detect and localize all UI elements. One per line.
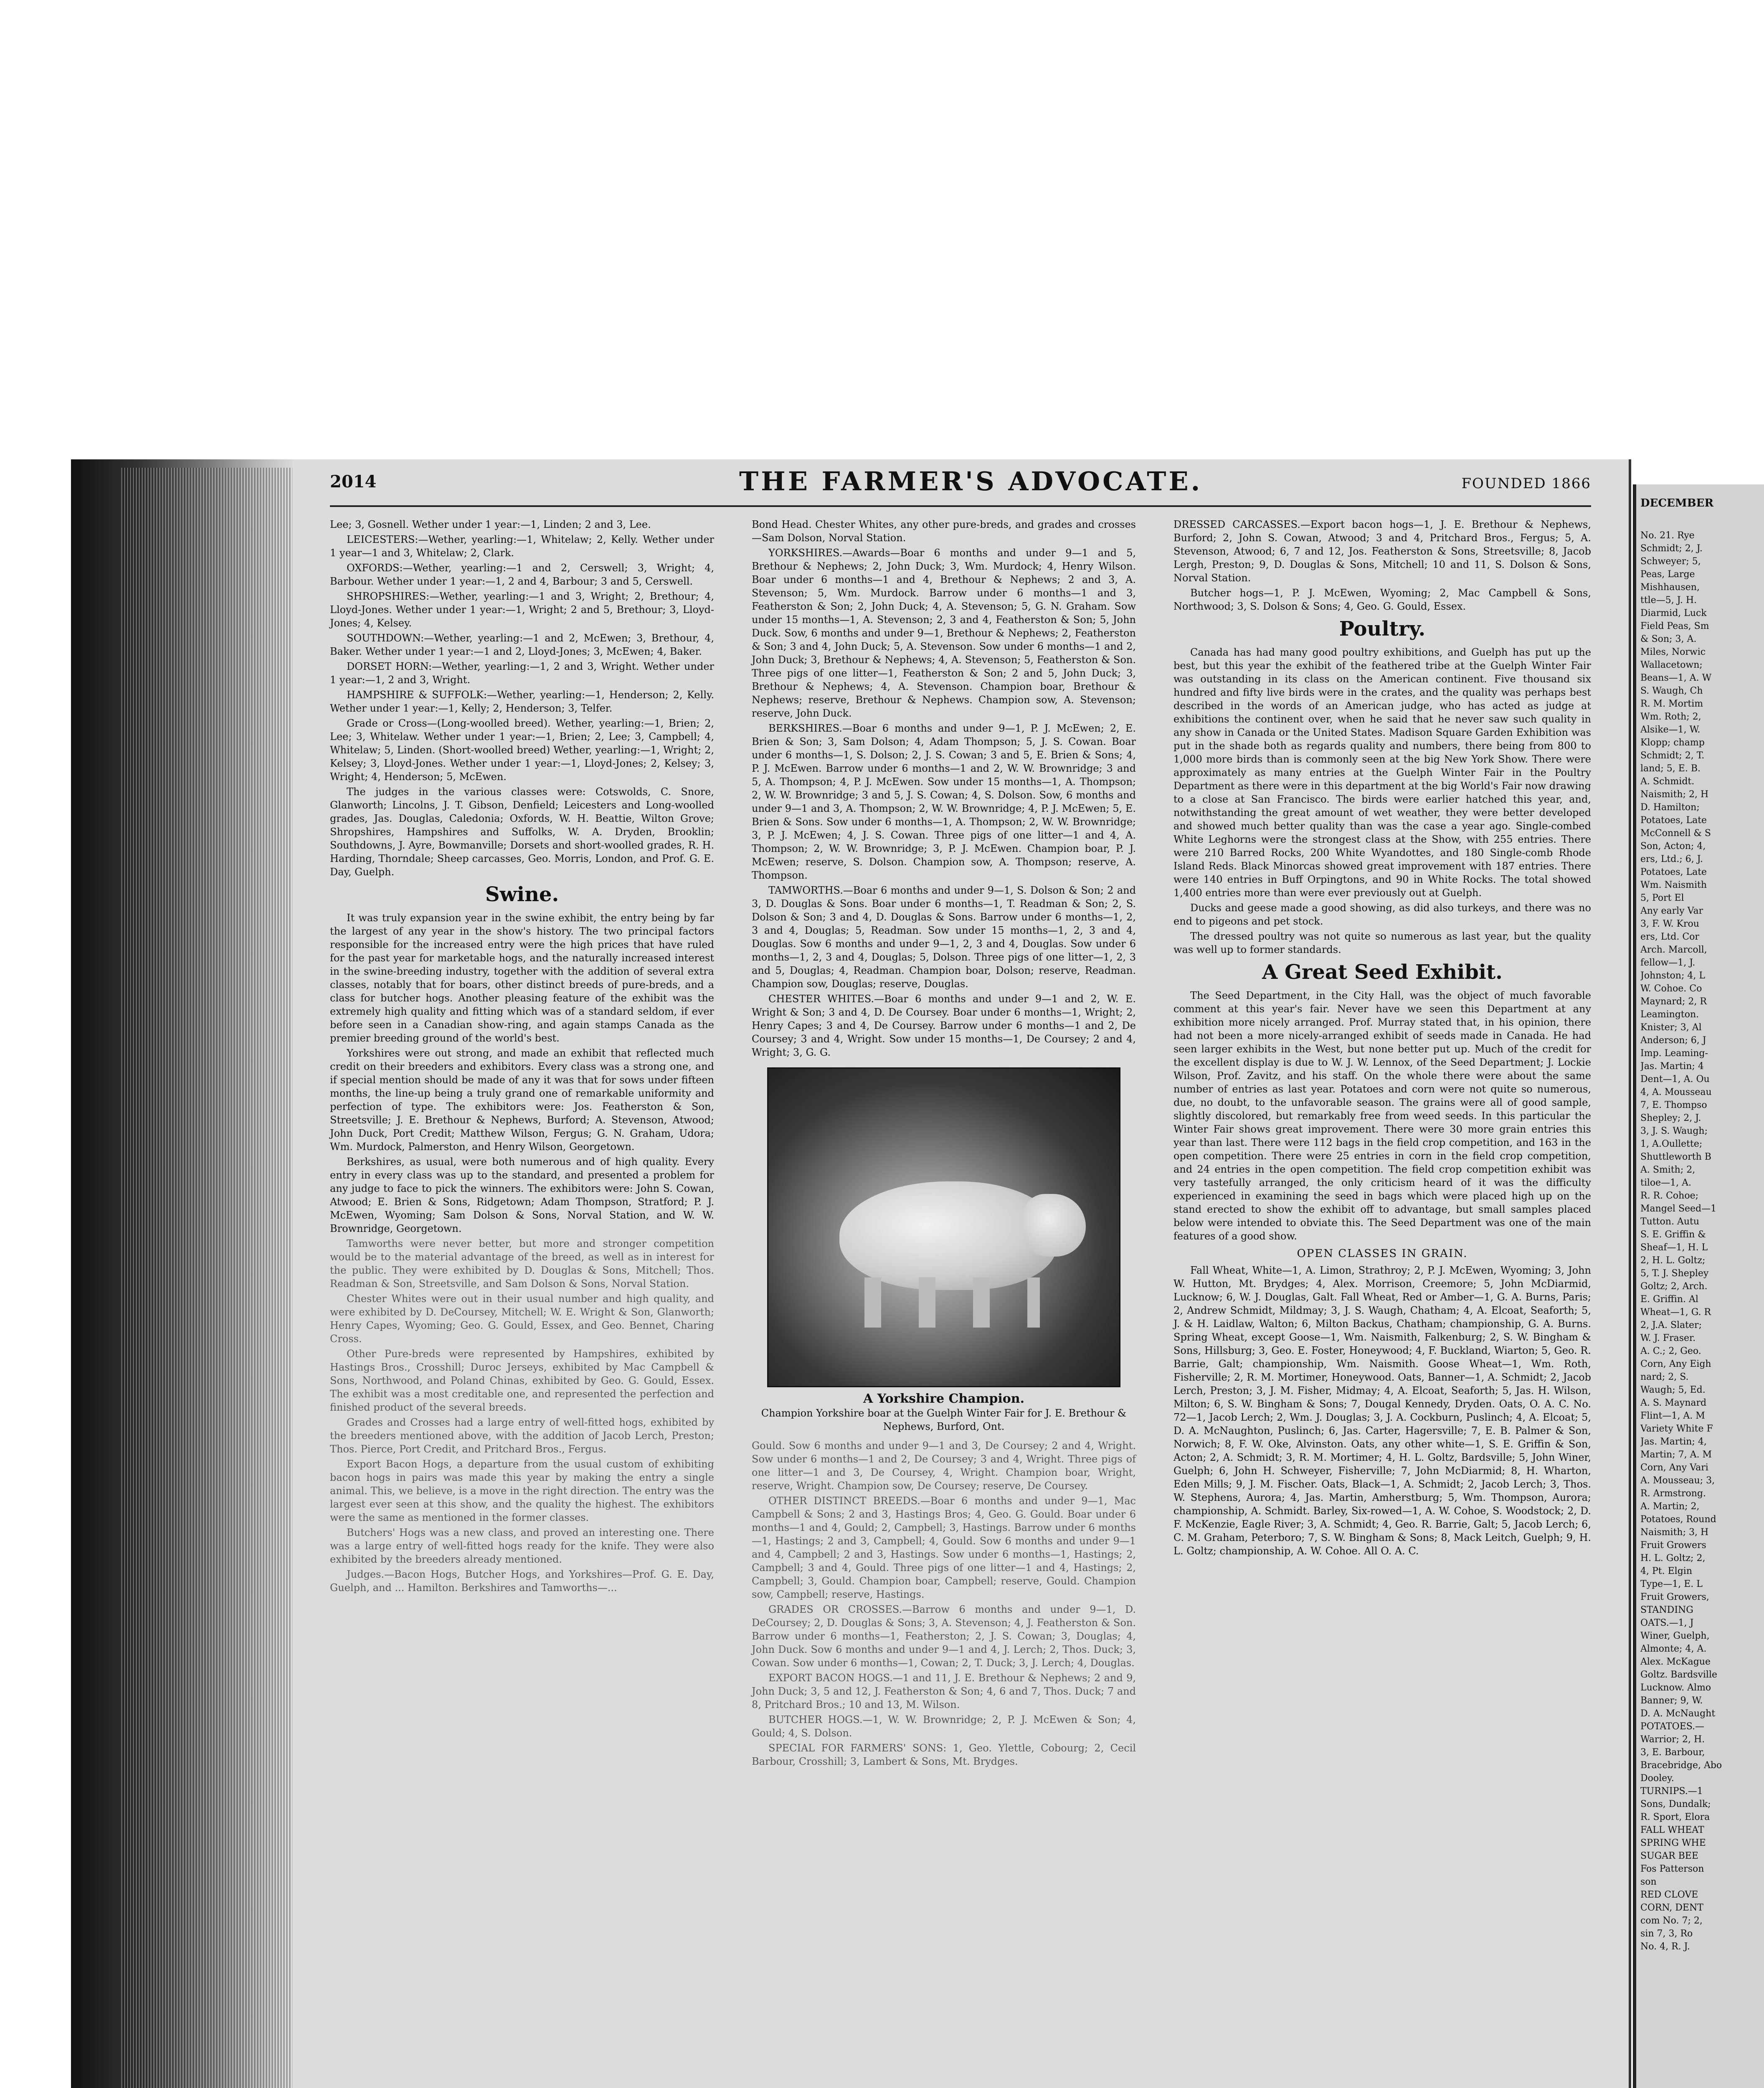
facing-page-line: 5, T. J. Shepley: [1640, 1268, 1709, 1279]
facing-page-line: Sheaf—1, H. L: [1640, 1242, 1708, 1253]
facing-page-line: Johnston; 4, L: [1640, 971, 1705, 981]
facing-page-line: Diarmid, Luck: [1640, 608, 1707, 618]
facing-page-line: Miles, Norwic: [1640, 647, 1706, 657]
facing-page-line: 2, H. L. Goltz;: [1640, 1255, 1706, 1266]
facing-page-line: nard; 2, S.: [1640, 1372, 1689, 1382]
facing-page-line: Corn, Any Vari: [1640, 1462, 1708, 1473]
facing-page-line: Peas, Large: [1640, 569, 1695, 580]
facing-page-line: ers, Ltd. Cor: [1640, 932, 1699, 942]
section-heading-seed-exhibit: A Great Seed Exhibit.: [1262, 960, 1503, 984]
facing-page-line: ers, Ltd.; 6, J.: [1640, 854, 1703, 864]
facing-page-line: McConnell & S: [1640, 828, 1711, 839]
facing-page-line: Fruit Growers,: [1640, 1592, 1709, 1602]
paragraph: EXPORT BACON HOGS.—1 and 11, J. E. Brethour & Nephews; 2 and 9, John Duck; 3, 5 and 12, J. Featherston & Son; 4, 6 and 7, Thos. Duck; 7 and 8, Pritchard Bros.; 10 and 13, M. Wilson.: [752, 1672, 1136, 1710]
facing-page-line: Dooley.: [1640, 1773, 1674, 1784]
facing-page-line: Wallacetown;: [1640, 660, 1703, 670]
facing-page-line: com No. 7; 2,: [1640, 1916, 1703, 1926]
facing-page-line: E. Griffin. Al: [1640, 1294, 1698, 1305]
masthead-title: THE FARMER'S ADVOCATE.: [739, 466, 1203, 497]
facing-page-line: A. Schmidt.: [1640, 776, 1695, 787]
facing-page-line: Lucknow. Almo: [1640, 1683, 1711, 1693]
facing-page-line: Jas. Martin; 4,: [1640, 1437, 1707, 1447]
paragraph: Other Pure-breds were represented by Hampshires, exhibited by Hastings Bros., Crosshill; Duroc Jerseys, exhibited by Mac Campbell & Sons, Northwood, and Poland Chinas, exhibited by Geo. G. Gould, Essex. The exhibit was a most creditable one, and represented the perfection and finished product of the several breeds.: [330, 1348, 714, 1413]
facing-page-line: Tutton. Autu: [1640, 1216, 1699, 1227]
paragraph: TAMWORTHS.—Boar 6 months and under 9—1, S. Dolson & Son; 2 and 3, D. Douglas & Sons. Boar under 6 months—1, T. Readman & Son; 2, S. Dolson & Son; 3 and 4, D. Douglas & Sons. Barrow under 6 months—1, 2, 3 and 4, Douglas; 5, Readman. Sow under 15 months—1, 2, 3 and 4, Douglas. Sow 6 months and under 9—1, 2, 3 and 4, Douglas. Sow under 6 months—1, 2, 3 and 4, Douglas; 5, Dolson. Three pigs of one litter—1, 2, 3 and 5, Douglas; 4, Readman. Champion boar, Dolson; reserve, Readman. Champion sow, Douglas; reserve, Douglas.: [752, 884, 1136, 990]
facing-page-line: Wm. Roth; 2,: [1640, 712, 1701, 722]
paragraph: Berkshires, as usual, were both numerous and of high quality. Every entry in every class was up to the standard, and presented a problem for any judge to face to pick the winners. The exhibitors were: John S. Cowan, Atwood; E. Brien & Sons, Ridgetown; Adam Thompson, Stratford; P. J. McEwen, Wyoming; Sam Dolson & Sons, Norval Station, and W. W. Brownridge, Georgetown.: [330, 1156, 714, 1234]
paragraph: HAMPSHIRE & SUFFOLK:—Wether, yearling:—1, Henderson; 2, Kelly. Wether under 1 year:—1, Kelly; 2, Henderson; 3, Telfer.: [330, 689, 714, 714]
facing-page-line: A. Martin; 2,: [1640, 1501, 1700, 1512]
facing-page-line: Bracebridge, Abo: [1640, 1760, 1722, 1771]
facing-page-line: D. A. McNaught: [1640, 1708, 1716, 1719]
facing-page-line: S. E. Griffin &: [1640, 1229, 1706, 1240]
facing-page-line: Naismith; 3, H: [1640, 1527, 1709, 1538]
facing-page-line: Alex. McKague: [1640, 1657, 1711, 1667]
pig-legs-shape: [864, 1277, 1040, 1328]
founded-note: FOUNDED 1866: [1461, 475, 1591, 492]
paragraph: YORKSHIRES.—Awards—Boar 6 months and under 9—1 and 5, Brethour & Nephews; 2, John Duck; 3, Wm. Murdock; 4, Henry Wilson. Boar under 6 months—1 and 4, Brethour & Nephews; 2 and 3, A. Stevenson; 5, Wm. Murdock. Barrow under 6 months—1 and 3, Featherston & Son; 2, John Duck; 4, A. Stevenson; 5, G. N. Graham. Sow under 15 months—1, A. Stevenson; 2, 3 and 4, Featherston & Son; 5, John Duck. Sow, 6 months and under 9—1, Brethour & Nephews; 2, Featherston & Son; 3 and 4, John Duck; 5, A. Stevenson. Sow under 6 months—1 and 2, John Duck; 3, Brethour & Nephews; 4, A. Stevenson; 5, Featherston & Son. Three pigs of one litter—1, Featherston & Son; 2 and 5, John Duck; 3, Brethour & Nephews; 4, A. Stevenson. Champion boar, Brethour & Nephews; reserve, Brethour & Nephews. Champion sow, A. Stevenson; reserve, John Duck.: [752, 547, 1136, 719]
facing-page-line: 2, J.A. Slater;: [1640, 1320, 1702, 1330]
facing-page-line: Son, Acton; 4,: [1640, 841, 1706, 851]
facing-page-line: A. Mousseau; 3,: [1640, 1475, 1715, 1486]
paragraph: DORSET HORN:—Wether, yearling:—1, 2 and 3, Wright. Wether under 1 year:—1, 2 and 3, Wright.: [330, 661, 714, 686]
facing-page-line: Beans—1, A. W: [1640, 673, 1712, 683]
facing-page-line: Corn, Any Eigh: [1640, 1359, 1711, 1369]
facing-page-line: TURNIPS.—1: [1640, 1786, 1703, 1797]
facing-page-line: Shepley; 2, J.: [1640, 1113, 1701, 1123]
facing-page-line: Fos Patterson: [1640, 1864, 1704, 1874]
facing-page-line: Fruit Growers: [1640, 1540, 1706, 1551]
paragraph: SPECIAL FOR FARMERS' SONS: 1, Geo. Ylettle, Cobourg; 2, Cecil Barbour, Crosshill; 3, Lambert & Sons, Mt. Brydges.: [752, 1742, 1136, 1767]
facing-page-line: Flint—1, A. M: [1640, 1411, 1705, 1421]
paragraph: Export Bacon Hogs, a departure from the usual custom of exhibiting bacon hogs in pairs was made this year by making the entry a single animal. This, we believe, is a move in the right direction. The entry was the largest ever seen at this show, and the quality the highest. The exhibitors were the same as mentioned in the former classes.: [330, 1458, 714, 1523]
facing-page-running-head: DECEMBER: [1640, 497, 1714, 509]
facing-page-line: Field Peas, Sm: [1640, 621, 1709, 631]
paragraph: SHROPSHIRES:—Wether, yearling:—1 and 3, Wright; 2, Brethour; 4, Lloyd-Jones. Wether under 1 year:—1, Wright; 2 and 5, Brethour; 3, Lloyd-Jones; 4, Kelsey.: [330, 590, 714, 629]
facing-page-line: R. R. Cohoe;: [1640, 1191, 1699, 1201]
facing-page-line: Sons, Dundalk;: [1640, 1799, 1711, 1809]
facing-page-line: CORN, DENT: [1640, 1903, 1703, 1913]
pig-head-shape: [1023, 1194, 1086, 1257]
facing-page-line: Jas. Martin; 4: [1640, 1061, 1704, 1072]
column-2: [752, 518, 1136, 1770]
paragraph: BERKSHIRES.—Boar 6 months and under 9—1, P. J. McEwen; 2, E. Brien & Son; 3, Sam Dolson; 4, Adam Thompson; 5, J. S. Cowan. Boar under 6 months—1, S. Dolson; 2, J. S. Cowan; 3 and 5, E. Brien & Sons; 4, P. J. McEwen. Barrow under 6 months—1 and 2, W. W. Brownridge; 3 and 5, A. Thompson; 4, P. J. McEwen. Sow under 15 months—1, A. Thompson; 2, W. W. Brownridge; 3 and 5, J. S. Cowan; 4, S. Dolson. Sow, 6 months and under 9—1 and 3, A. Thompson; 2, W. W. Brownridge; 4, P. J. McEwen; 5, E. Brien & Sons. Sow under 6 months—1, A. Thompson; 2, W. W. Brownridge; 3, P. J. McEwen; 4, J. S. Cowan. Three pigs of one litter—1 and 4, A. Thompson; 2, W. W. Brownridge; 3, P. J. McEwen. Champion boar, P. J. McEwen; reserve, S. Dolson. Champion sow, A. Thompson; reserve, A. Thompson.: [752, 722, 1136, 881]
yorkshire-boar-photo: [767, 1067, 1120, 1387]
facing-page-line: son: [1640, 1877, 1657, 1887]
facing-page-line: & Son; 3, A.: [1640, 634, 1697, 644]
facing-page-line: No. 21. Rye: [1640, 530, 1695, 541]
facing-page-line: Type—1, E. L: [1640, 1579, 1703, 1589]
subheading-open-classes: OPEN CLASSES IN GRAIN.: [1297, 1247, 1468, 1260]
paragraph: It was truly expansion year in the swine exhibit, the entry being by far the largest of any year in the show's history. The two principal factors responsible for the increased entry were the high prices that have ruled for the past year for marketable hogs, and the naturally increased interest in the swine-breeding industry, together with the addition of several extra classes, notably that for boars, other distinct breeds of pure-breds, and a class for butcher hogs. Another pleasing feature of the exhibit was the extremely high quality and fitting which was of a standard seldom, if ever before seen in a Canadian show-ring, and again stamps Canada as the premier breeding ground of the world's best.: [330, 912, 714, 1044]
facing-page-line: 3, E. Barbour,: [1640, 1747, 1705, 1758]
facing-page-line: Banner; 9, W.: [1640, 1695, 1703, 1706]
facing-page-line: POTATOES.—: [1640, 1721, 1705, 1732]
facing-page-line: Shuttleworth B: [1640, 1152, 1711, 1162]
facing-page-text: [1640, 497, 1764, 1953]
paragraph: The Seed Department, in the City Hall, was the object of much favorable comment at this year's fair. Never have we seen this Department at any exhibition more nicely arranged. Prof. Murray stated that, in his opinion, there had not been a more nicely-arranged exhibit of seeds made in Canada. He had seen larger exhibits in the West, but none better put up. Much of the credit for the excellent display is due to W. J. W. Lennox, of the Seed Department; J. Lockie Wilson, Prof. Zavitz, and his staff. On the whole there were about the same number of entries as last year. Potatoes and corn were not quite so numerous, due, no doubt, to the unfavorable season. The grains were all of good sample, slightly discolored, but remarkably free from weed seeds. In this particular the Winter Fair shows great improvement. There were 30 more grain entries this year than last. There were 112 bags in the field crop competition, and 163 in the open competition. There were 25 entries in corn in the field crop competition, and 24 entries in the open competition. The field crop competition exhibit was very tastefully arranged, the only criticism heard of it was the difficulty experienced in examining the seed in bags which were placed high up on the stand erected to show the exhibit off to advantage, but small samples placed below were intended to obviate this. The Seed Department was one of the main features of a good show.: [1173, 990, 1591, 1242]
page-edges: [121, 468, 297, 2088]
facing-page-line: No. 4, R. J.: [1640, 1941, 1690, 1952]
paragraph: Judges.—Bacon Hogs, Butcher Hogs, and Yorkshires—Prof. G. E. Day, Guelph, and ... Hamilton. Berkshires and Tamworths—...: [330, 1569, 714, 1594]
facing-page-line: R. M. Mortim: [1640, 699, 1703, 709]
facing-page-line: Wheat—1, G. R: [1640, 1307, 1711, 1318]
paragraph: Chester Whites were out in their usual number and high quality, and were exhibited by D. DeCoursey, Mitchell; W. E. Wright & Son, Glanworth; Henry Capes, Wyoming; Geo. G. Gould, Essex, and Geo. Bennet, Charing Cross.: [330, 1293, 714, 1345]
paragraph: Grade or Cross—(Long-woolled breed). Wether, yearling:—1, Brien; 2, Lee; 3, Whitelaw. Wether under 1 year:—1, Brien; 2, Lee; 3, Campbell; 4, Whitelaw; 5, Linden. (Short-woolled breed) Wether, yearling:—1, Wright; 2, Kelsey; 3, Lloyd-Jones. Wether under 1 year:—1, Lloyd-Jones; 2, Kelsey; 3, Wright; 4, Henderson; 5, McEwen.: [330, 717, 714, 783]
facing-page-line: SPRING WHE: [1640, 1838, 1706, 1848]
paragraph: Ducks and geese made a good showing, as did also turkeys, and there was no end to pigeons and pet stock.: [1173, 902, 1591, 927]
paragraph: Gould. Sow 6 months and under 9—1 and 3, De Coursey; 2 and 4, Wright. Sow under 6 months—1 and 2, De Coursey; 3 and 4, Wright. Three pigs of one litter—1 and 3, De Coursey, 4, Wright. Champion boar, Wright, reserve, Wright. Champion sow, De Coursey; reserve, De Coursey.: [752, 1440, 1136, 1492]
paragraph: Canada has had many good poultry exhibitions, and Guelph has put up the best, but this year the exhibit of the feathered tribe at the Guelph Winter Fair was outstanding in its class on the American continent. Five thousand six hundred and fifty live birds were in the crates, and the quality was perhaps best described in the words of an American judge, who has acted as judge at exhibitions the continent over, when he said that he never saw such quality in any show in Canada or the United States. Madison Square Garden Exhibition was put in the shade both as regards quality and numbers, there being from 800 to 1,000 more birds than is commonly seen at the big New York Show. There were approximately as many entries at the Guelph Winter Fair in the Poultry Department as there were in this department at the big World's Fair now drawing to a close at San Francisco. The birds were earlier hatched this year, and, notwithstanding the great amount of wet weather, they were better developed and showed much better quality than was the case a year ago. Single-combed White Leghorns were the strongest class at the Show, with 255 entries. There were 210 Barred Rocks, 200 White Wyandottes, and 180 Single-comb Rhode Island Reds. Black Minorcas showed great improvement with 187 entries. There were 140 entries in Buff Orpingtons, and 90 in White Rocks. The total showed 1,400 entries more than were ever previously out at Guelph.: [1173, 646, 1591, 899]
facing-page-line: Mangel Seed—1: [1640, 1204, 1717, 1214]
facing-page-line: Naismith; 2, H: [1640, 789, 1709, 800]
facing-page-line: fellow—1, J.: [1640, 958, 1696, 968]
paragraph: Tamworths were never better, but more and stronger competition would be to the material advantage of the breed, as well as in interest for the public. They were exhibited by D. Douglas & Sons, Mitchell; Thos. Readman & Son, Streetsville, and Sam Dolson & Sons, Norval Station.: [330, 1238, 714, 1290]
facing-page-line: ttle—5, J. H.: [1640, 595, 1697, 606]
facing-page-line: STANDING: [1640, 1605, 1693, 1615]
facing-page-line: land; 5, E. B.: [1640, 763, 1701, 774]
facing-page-line: A. S. Maynard: [1640, 1398, 1707, 1408]
photo-caption-title: A Yorkshire Champion.: [863, 1391, 1025, 1406]
section-heading-poultry: Poultry.: [1339, 617, 1426, 641]
section-heading-swine: Swine.: [485, 883, 559, 906]
paragraph: Grades and Crosses had a large entry of well-fitted hogs, exhibited by the breeders mentioned above, with the addition of Jacob Lerch, Preston; Thos. Pierce, Port Credit, and Pritchard Bros., Fergus.: [330, 1416, 714, 1455]
facing-page-line: RED CLOVE: [1640, 1890, 1698, 1900]
facing-page-line: Dent—1, A. Ou: [1640, 1074, 1710, 1085]
facing-page-line: Arch. Marcoll,: [1640, 945, 1707, 955]
facing-page-line: tiloe—1, A.: [1640, 1178, 1692, 1188]
facing-page-line: R. Sport, Elora: [1640, 1812, 1710, 1822]
facing-page-line: FALL WHEAT: [1640, 1825, 1704, 1835]
facing-page-line: 3, J. S. Waugh;: [1640, 1126, 1708, 1136]
facing-page-line: A. C.; 2, Geo.: [1640, 1346, 1701, 1356]
facing-page-line: D. Hamilton;: [1640, 802, 1700, 813]
facing-page-line: Knister; 3, Al: [1640, 1022, 1702, 1033]
facing-page-line: SUGAR BEE: [1640, 1851, 1698, 1861]
facing-page-line: Variety White F: [1640, 1424, 1713, 1434]
paragraph: Butcher hogs—1, P. J. McEwen, Wyoming; 2, Mac Campbell & Sons, Northwood; 3, S. Dolson & Sons; 4, Geo. G. Gould, Essex.: [1173, 587, 1591, 612]
facing-page-line: A. Smith; 2,: [1640, 1165, 1696, 1175]
facing-page-line: Warrior; 2, H.: [1640, 1734, 1705, 1745]
paragraph: SOUTHDOWN:—Wether, yearling:—1 and 2, McEwen; 3, Brethour, 4, Baker. Wether under 1 year:—1 and 2, Lloyd-Jones; 3, McEwen; 4, Baker.: [330, 632, 714, 657]
facing-page-line: Mishhausen,: [1640, 582, 1700, 593]
facing-page-line: Wm. Naismith: [1640, 880, 1707, 890]
facing-page-line: R. Armstrong.: [1640, 1488, 1706, 1499]
paragraph: Lee; 3, Gosnell. Wether under 1 year:—1, Linden; 2 and 3, Lee.: [330, 519, 651, 530]
facing-page-line: Schmidt; 2, J.: [1640, 543, 1703, 554]
paragraph: Bond Head. Chester Whites, any other pure-breds, and grades and crosses—Sam Dolson, Norval Station.: [752, 519, 1136, 544]
photo-caption-text: Champion Yorkshire boar at the Guelph Winter Fair for J. E. Brethour & Nephews, Burford, Ont.: [761, 1407, 1127, 1432]
paragraph: The judges in the various classes were: Cotswolds, C. Snore, Glanworth; Lincolns, J. T. Gibson, Denfield; Leicesters and Long-woolled grades, Jas. Douglas, Caledonia; Oxfords, W. H. Beattie, Wilton Grove; Shropshires, Hampshires and Suffolks, W. A. Dryden, Brooklin; Southdowns, J. Ayre, Bowmanville; Dorsets and short-woolled grades, R. H. Harding, Thorndale; Sheep carcasses, Geo. Morris, London, and Prof. G. E. Day, Guelph.: [330, 786, 714, 878]
facing-page-line: 1, A.Oullette;: [1640, 1139, 1703, 1149]
column-1: [330, 518, 714, 1596]
facing-page-line: Martin; 7, A. M: [1640, 1449, 1712, 1460]
facing-page-line: Anderson; 6, J: [1640, 1035, 1706, 1046]
main-page: [292, 459, 1631, 2088]
paragraph: GRADES OR CROSSES.—Barrow 6 months and under 9—1, D. DeCoursey; 2, D. Douglas & Sons; 3, A. Stevenson; 4, J. Featherston & Son. Barrow under 6 months—1, Featherston; 2, J. S. Cowan; 3, Douglas; 4, John Duck. Sow 6 months and under 9—1 and 4, J. Lerch; 2, Thos. Duck; 3, Cowan. Sow under 6 months—1, Cowan; 2, T. Duck; 3, J. Lerch; 4, Douglas.: [752, 1604, 1136, 1669]
facing-page-line: Alsike—1, W.: [1640, 725, 1701, 735]
facing-page-line: 4, Pt. Elgin: [1640, 1566, 1692, 1576]
facing-page-line: Imp. Leaming-: [1640, 1048, 1708, 1059]
paragraph: The dressed poultry was not quite so numerous as last year, but the quality was well up to former standards.: [1173, 930, 1591, 955]
paragraph: OTHER DISTINCT BREEDS.—Boar 6 months and under 9—1, Mac Campbell & Sons; 2 and 3, Hastings Bros; 4, Geo. G. Gould. Boar under 6 months—1 and 4, Gould; 2, Campbell; 3, Hastings. Barrow under 6 months—1, Hastings; 2 and 3, Campbell; 4, Gould. Sow 6 months and under 9—1 and 4, Campbell; 2 and 3, Hastings. Sow under 6 months—1, Hastings; 2, Campbell; 3 and 4, Gould. Three pigs of one litter—1 and 4, Hastings; 2, Campbell; 3, Gould. Champion boar, Campbell; reserve, Gould. Champion sow, Campbell; reserve, Hastings.: [752, 1495, 1136, 1600]
facing-page-line: Winer, Guelph,: [1640, 1631, 1710, 1641]
paragraph: Butchers' Hogs was a new class, and proved an interesting one. There was a large entry of well-fitted hogs ready for the knife. They were also exhibited by the breeders already mentioned.: [330, 1527, 714, 1565]
facing-page-line: H. L. Goltz; 2,: [1640, 1553, 1706, 1563]
facing-page-line: Potatoes, Late: [1640, 867, 1707, 877]
facing-page-line: Klopp; champ: [1640, 737, 1705, 748]
facing-page-line: sin 7, 3, Ro: [1640, 1928, 1693, 1939]
facing-page-line: 4, A. Mousseau: [1640, 1087, 1712, 1097]
facing-page-line: Potatoes, Late: [1640, 815, 1707, 826]
facing-page-line: W. Cohoe. Co: [1640, 983, 1702, 994]
facing-page-line: Maynard; 2, R: [1640, 996, 1707, 1007]
paragraph: LEICESTERS:—Wether, yearling:—1, Whitelaw; 2, Kelly. Wether under 1 year—1 and 3, Whitelaw; 2, Clark.: [330, 534, 714, 559]
facing-page-line: Leamington.: [1640, 1009, 1699, 1020]
facing-page-line: Any early Var: [1640, 906, 1703, 916]
facing-page-line: Schweyer; 5,: [1640, 556, 1701, 567]
facing-page-line: 3, F. W. Krou: [1640, 919, 1699, 929]
paragraph: Yorkshires were out strong, and made an exhibit that reflected much credit on their breeders and exhibitors. Every class was a strong one, and if special mention should be made of any it was that for sows under fifteen months, the line-up being a truly grand one of remarkable uniformity and perfection of type. The exhibitors were: Jos. Featherston & Son, Streetsville; J. E. Brethour & Nephews, Burford; A. Stevenson, Atwood; John Duck, Port Credit; Matthew Wilson, Fergus; G. N. Graham, Udora; Wm. Murdock, Palmerston, and Henry Wilson, Georgetown.: [330, 1047, 714, 1153]
facing-page-line: W. J. Fraser.: [1640, 1333, 1696, 1343]
facing-page-line: S. Waugh, Ch: [1640, 686, 1703, 696]
paragraph: DRESSED CARCASSES.—Export bacon hogs—1, J. E. Brethour & Nephews, Burford; 2, John S. Cowan, Atwood; 3 and 4, Pritchard Bros., Fergus; 5, A. Stevenson, Atwood; 6, 7 and 12, Jos. Featherston & Sons, Streetsville; 8, Jacob Lergh, Preston; 9, D. Douglas & Sons, Mitchell; 10 and 11, S. Dolson & Sons, Norval Station.: [1173, 519, 1591, 584]
header-rule: [330, 505, 1591, 507]
page-number: 2014: [330, 472, 377, 492]
facing-page-line: Potatoes, Round: [1640, 1514, 1716, 1525]
facing-page-line: 7, E. Thompso: [1640, 1100, 1707, 1110]
facing-page-line: Schmidt; 2, T.: [1640, 750, 1705, 761]
paragraph: Fall Wheat, White—1, A. Limon, Strathroy; 2, P. J. McEwen, Wyoming; 3, John W. Hutton, Mt. Brydges; 4, Alex. Morrison, Creemore; 5, John McDiarmid, Lucknow; 6, W. J. Douglas, Galt. Fall Wheat, Red or Amber—1, G. A. Burns, Paris; 2, Andrew Schmidt, Mildmay; 3, J. S. Waugh, Chatham; 4, A. Elcoat, Seaforth; 5, J. & H. Laidlaw, Walton; 6, Milton Backus, Chatham; championship, G. A. Burns. Spring Wheat, except Goose—1, Wm. Naismith, Falkenburg; 2, S. W. Bingham & Sons, Hillsburg; 3, Geo. E. Foster, Honeywood; 4, F. Buckland, Wiarton; 5, Geo. R. Barrie, Galt; championship, Wm. Naismith. Goose Wheat—1, Wm. Roth, Fisherville; 2, R. M. Mortimer, Honeywood. Oats, Banner—1, A. Schmidt; 2, Jacob Lerch, Preston; 3, J. M. Fisher, Midmay; 4, A. Elcoat, Seaforth; 5, Jas. H. Wilson, Milton; 6, S. W. Bingham & Sons; 7, Dougal Kennedy, Dryden. Oats, O. A. C. No. 72—1, Jacob Lerch; 2, Wm. J. Douglas; 3, J. A. Cockburn, Puslinch; 4, A. Elcoat; 5, D. A. McNaughton, Puslinch; 6, Jas. Carter, Hagersville; 7, E. B. Palmer & Son, Norwich; 8, F. W. Oke, Alvinston. Oats, any other white—1, S. E. Griffin & Son, Acton; 2, A. Schmidt; 3, R. M. Mortimer; 4, H. L. Goltz, Bardsville; 5, John Winer, Guelph; 6, John H. Schweyer, Fisherville; 7, John McDiarmid; 8, H. Wharton, Eden Mills; 9, J. M. Fischer. Oats, Black—1, A. Schmidt; 2, Jacob Lerch; 3, Thos. W. Stephens, Aurora; 4, Jas. Martin, Amherstburg; 5, Wm. Thompson, Aurora; championship, A. Schmidt. Barley, Six-rowed—1, A. W. Cohoe, S. Woodstock; 2, D. F. McKenzie, Eagle River; 3, A. Schmidt; 4, Geo. R. Barrie, Galt; 5, Jacob Lerch; 6, C. M. Graham, Peterboro; 7, S. W. Bingham & Sons; 8, Mack Leitch, Guelph; 9, H. L. Goltz; championship, A. W. Cohoe. All O. A. C.: [1173, 1264, 1591, 1557]
paragraph: CHESTER WHITES.—Boar 6 months and under 9—1 and 2, W. E. Wright & Son; 3 and 4, D. De Coursey. Boar under 6 months—1, Wright; 2, Henry Capes; 3 and 4, De Coursey. Barrow under 6 months—1 and 2, De Coursey; 3 and 4, Wright. Sow under 15 months—1, De Coursey; 2 and 4, Wright; 3, G. G.: [752, 993, 1136, 1058]
facing-page-line: Goltz; 2, Arch.: [1640, 1281, 1708, 1292]
column-3: [1173, 518, 1591, 1559]
facing-page-line: Goltz. Bardsville: [1640, 1670, 1718, 1680]
facing-page-line: OATS.—1, J: [1640, 1618, 1694, 1628]
facing-page-fragment: [1633, 484, 1764, 2088]
running-head: [330, 466, 1591, 501]
facing-page-line: 5, Port El: [1640, 893, 1684, 903]
facing-page-line: Almonte; 4, A.: [1640, 1644, 1707, 1654]
facing-page-line: Waugh; 5, Ed.: [1640, 1385, 1706, 1395]
paragraph: OXFORDS:—Wether, yearling:—1 and 2, Cerswell; 3, Wright; 4, Barbour. Wether under 1 year:—1, 2 and 4, Barbour; 3 and 5, Cerswell.: [330, 562, 714, 587]
paragraph: BUTCHER HOGS.—1, W. W. Brownridge; 2, P. J. McEwen & Son; 4, Gould; 4, S. Dolson.: [752, 1714, 1136, 1739]
